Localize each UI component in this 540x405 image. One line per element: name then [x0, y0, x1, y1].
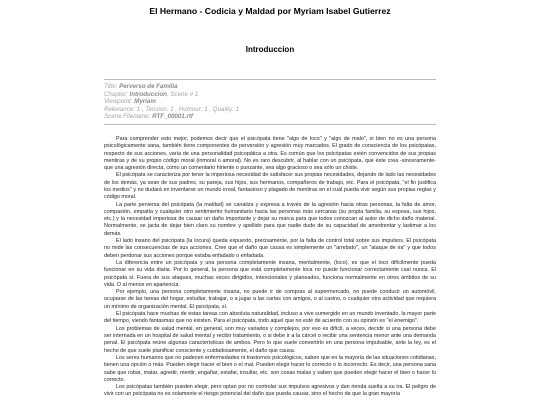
document-title: El Hermano - Codicia y Maldad por Myriam Isabel Gutierrez: [149, 6, 391, 16]
paragraph: La diferencia entre un psicópata y una persona completamente insana, mentalmente, (loco), es que el loco difícilmente pueda funcionar en su vida diaria. Por lo general, la persona que está completamente loca no puede funcionar correctamente casi nunca. El psicópata sí. Fuera de sus ataques, muchas veces dirigidos, intencionales y planeados, funciona normalmente en otros ámbitos de su vida. O al menos en apariencia.: [104, 260, 436, 288]
paragraph: Para comprender esto mejor, podemos decir que el psicópata tiene "algo de loco" y "algo de malo", si bien no es una persona psicológicamente sana, también tiene componentes de perversión y agresión muy marcados. El grado de consciencia de los psicópatas, respecto de sus acciones, varía de una personalidad psicopática a otra. Es común que los psicópatas estén convencidos de sus propias mentiras y de su propio código moral (inmoral o amoral). No es raro descubrir, al hablar con un psicópata, que éste crea -sinceramente- que una agresión directa, como un comentario hiriente o punzante, sea algo gracioso o sea sólo un chiste.: [104, 136, 436, 171]
chapter-heading: Introduccion: [245, 45, 295, 54]
paragraph: Por ejemplo, una persona completamente insana, no puede ir de compras al supermercado, no puede conducir un automóvil, ocuparse de las tareas del hogar, estudiar, trabajar, o a jugar a las cartas con amigos, o al casino, o cualquier otra actividad que requiera un mínimo de organización mental. El psicópata, sí.: [104, 289, 436, 310]
paragraph: Los problemas de salud mental, en general, son muy variados y complejos, por eso es difícil, a veces, decidir si una persona debe ser internada en un hospital de salud mental y recibir tratamiento, o si debe ir a la cárcel o recibir una sentencia menor ante una demanda penal. El psicópata reúne algunas características de ambos. Pero lo que suele convertirlo en una persona impulsable, ante la ley, es el hecho de que suele planificar consciente y cuidadosamente, el daño que causa.: [104, 325, 436, 354]
meta-ratings: Relevance: 1 , Tension: 1 , Humour: 1 , Quality: 1: [104, 105, 239, 113]
meta-viewpoint-row: [104, 98, 436, 106]
meta-filename-value: RTF_00001.rtf: [152, 113, 193, 121]
meta-title-label: Title:: [104, 83, 118, 90]
meta-scene-value: 1: [194, 90, 199, 98]
top-divider: [104, 79, 436, 80]
meta-chapter-value: Introduccion: [129, 90, 167, 98]
scene-metadata: [104, 83, 436, 121]
meta-chapter-label: Chapter:: [104, 90, 128, 98]
meta-scene-label: , Scene #: [166, 90, 194, 98]
paragraph: La parte perversa del psicópata (la maldad) se canaliza y expresa a través de la agresión hacia otras personas, la falta de amor, compasión, empatía y cualquier otro sentimiento humanitario hacia las personas más cercanas (su propia familia, su esposa, sus hijos, etc.) y la necesidad imperiosa de causar un daño importante y dejar su marca para que todos conozcan al autor de dicho daño material. Normalmente, se jacta de dejar bien claro su nombre y apellido para que nadie dude de su capacidad de amedrentar y lastimar a los demás.: [104, 201, 436, 237]
paragraph: El psicópata hace muchas de estas tareas con absoluta naturalidad, incluso a vive sumergido en un mundo inventado, la mayor parte del tiempo, viendo fantasmas que no existen. Para el psicópata, todo aquel que no esté de acuerdo con su opinión es "el enemigo".: [104, 311, 436, 325]
meta-chapter-row: [104, 91, 436, 99]
bottom-divider: [104, 124, 436, 125]
body-text: [104, 136, 436, 405]
meta-viewpoint-value: Myriam: [134, 98, 156, 106]
meta-filename-row: [104, 113, 436, 121]
meta-ratings-row: [104, 106, 436, 114]
meta-title-value: Perverso de Familia: [119, 83, 178, 90]
meta-viewpoint-label: Viewpoint:: [104, 98, 133, 106]
paragraph: Los seres humanos que no padecen enfermedades ni trastornos psicológicos, saben que en la mayoría de las situaciones cotidianas, tienen una opción o más. Pueden elegir hacer el bien o el mal. Pueden elegir hacer lo correcto o lo incorrecto. Es decir, una persona sana sabe que robar, matar, agredir, mentir, engañar, estafar, insultar, etc. son cosas malas y saben que pueden elegir hacer el bien o hacer lo correcto.: [104, 355, 436, 383]
paragraph: El lado insano del psicópata (la locura) queda expuesto, precisamente, por la falta de control total sobre sus impulsos. El psicópata no mide las consecuencias de sus acciones. Cree que el daño que causa es simplemente un "arrebato", un "ataque de ira" y que todos deben perdonar sus acciones porque estaba enfadado o enfadada.: [104, 238, 436, 259]
paragraph: El psicópata se caracteriza por tener la imperiosa necesidad de satisfacer sus propias necesidades, dejando de lado las necesidades de los demás, ya sean de sus padres, su pareja, sus hijos, sus hermanos, compañeros de trabajo, etc. Para el psicópata, "el fin justifica los medios" y no dudará en inventarse un mundo irreal, fantasioso y plagado de mentiras en el cuál pueda vivir según sus propias reglas y código moral.: [104, 172, 436, 201]
meta-title-row: [104, 83, 436, 91]
paragraph: Los psicópatas también pueden elegir, pero optan por no controlar sus impulsos agresivos y dan rienda suelta a su ira. El peligro de vivir con un psicópata no es solamente el riesgo potencial del daño que pueda causar, sino el hecho de que la gran mayoría: [104, 384, 436, 398]
meta-filename-label: Scene Filename:: [104, 113, 151, 121]
